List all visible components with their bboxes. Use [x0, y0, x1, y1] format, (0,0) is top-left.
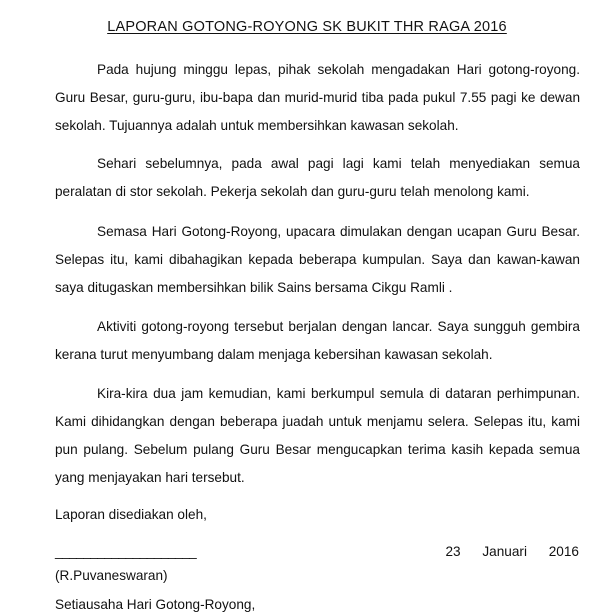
paragraph-3: Semasa Hari Gotong-Royong, upacara dimulakan dengan ucapan Guru Besar. Selepas itu, kami dibahagikan kepada beberapa kumpulan. Saya dan kawan-kawan saya ditugaskan membersihkan bilik Sains bersama Cikgu Ramli . [55, 224, 580, 295]
date-year: 2016 [548, 544, 579, 559]
paragraph-4: Aktiviti gotong-royong tersebut berjalan dengan lancar. Saya sungguh gembira kerana turut menyumbang dalam menjaga kebersihan kawasan sekolah. [55, 319, 580, 362]
date-day: 23 [445, 544, 461, 559]
report-title [0, 19, 614, 35]
signatory-name: (R.Puvaneswaran) [55, 568, 168, 583]
paragraph-2: Sehari sebelumnya, pada awal pagi lagi kami telah menyediakan semua peralatan di stor sekolah. Pekerja sekolah dan guru-guru telah menolong kami. [55, 156, 580, 199]
date-month: Januari [482, 544, 527, 559]
signatory-role: Setiausaha Hari Gotong-Royong, [55, 597, 256, 612]
report-date [445, 544, 579, 559]
prepared-by-label: Laporan disediakan oleh, [55, 507, 207, 522]
paragraph-1: Pada hujung minggu lepas, pihak sekolah mengadakan Hari gotong-royong. Guru Besar, guru-guru, ibu-bapa dan murid-murid tiba pada pukul 7.55 pagi ke dewan sekolah. Tujuannya adalah untuk membersihkan kawasan sekolah. [55, 62, 580, 133]
report-title-text: LAPORAN GOTONG-ROYONG SK BUKIT THR RAGA 2016 [107, 19, 507, 35]
paragraph-5: Kira-kira dua jam kemudian, kami berkumpul semula di dataran perhimpunan. Kami dihidangkan dengan beberapa juadah untuk menjamu selera. Selepas itu, kami pun pulang. Sebelum pulang Guru Besar mengucapkan terima kasih kepada semua yang menjayakan hari tersebut. [55, 386, 580, 485]
signature-line: ____________________ [55, 544, 197, 559]
